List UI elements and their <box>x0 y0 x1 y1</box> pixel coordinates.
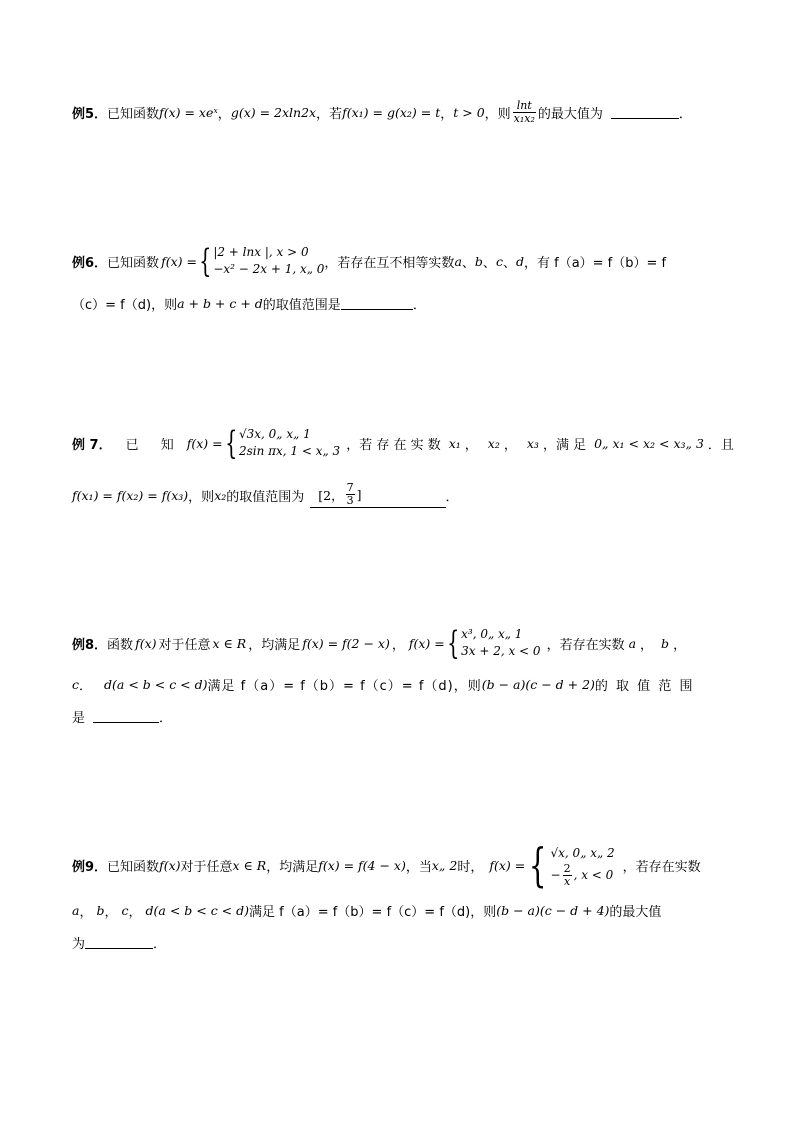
piecewise-function <box>525 838 615 892</box>
math-expression: f(x) = f(2 − x) <box>302 635 390 651</box>
problem-text: 已知函数 <box>107 255 160 271</box>
case-row: √x, 0„ x„ 2 <box>550 845 615 860</box>
case-row: √3x, 0„ x„ 1 <box>238 427 311 441</box>
problem-text: 时， <box>457 859 484 875</box>
problem-text: ，均满足 <box>266 859 319 875</box>
fraction-numerator: 7 <box>346 481 354 494</box>
case-row: |2 + lnx |, x > 0 <box>213 245 309 259</box>
period: ． <box>445 489 459 505</box>
problem-text: 的 取 值 范 围 <box>594 679 695 694</box>
math-expression: d(a < b < c < d) <box>104 677 208 692</box>
left-brace: { <box>529 838 547 892</box>
problem-text: ， <box>217 107 231 122</box>
problem-text: ，满 足 <box>542 437 587 453</box>
math-expression: x ∈ R <box>232 857 267 873</box>
math-expression: f(x₁) = f(x₂) = f(x₃) <box>72 487 189 503</box>
fraction-numerator: 2 <box>563 861 571 875</box>
problem-label: 例9． <box>72 859 108 875</box>
case-row: 2sin πx, 1 < x„ 3 <box>238 444 341 458</box>
problem-text: 已 知 <box>125 437 183 453</box>
problem-text: ，若 <box>316 107 343 122</box>
period: ． <box>153 937 167 952</box>
period: ． <box>412 298 426 313</box>
fraction <box>563 863 572 888</box>
problem-text: ， <box>104 905 118 920</box>
problem-text: 函数 <box>107 637 134 653</box>
problem-text: 的取值范围是 <box>262 298 341 313</box>
problem-label: 例5． <box>72 107 108 122</box>
math-expression: g(x) = 2xln2x <box>230 105 317 120</box>
math-expression: b <box>96 903 105 918</box>
problem-text: ， <box>79 905 93 920</box>
piecewise-function <box>197 244 324 278</box>
problem-text: 、 <box>482 255 496 271</box>
problem-text: ，有 f（a）= f（b）= f <box>523 255 667 271</box>
problem-text: 、 <box>502 255 516 271</box>
math-expression: x„ 2 <box>431 857 458 873</box>
case-condition: , x < 0 <box>573 868 614 882</box>
math-expression: (b − a)(c − d + 2) <box>481 677 595 692</box>
answer-blank[interactable] <box>341 297 413 310</box>
problem-text: ，若存在实数 <box>622 859 701 875</box>
problem-text: 是 <box>72 711 86 726</box>
math-expression: a <box>72 903 80 918</box>
math-expression: d <box>515 253 524 269</box>
problem-text: ， <box>640 637 654 653</box>
math-expression: t > 0 <box>453 105 485 120</box>
math-expression: c <box>121 903 129 918</box>
case-row: −x² − 2x + 1, x„ 0 <box>213 262 325 276</box>
problem-text: ， <box>503 437 517 453</box>
fraction-numerator: lnt <box>516 99 532 112</box>
problem-text: ，当 <box>405 859 432 875</box>
piecewise-function <box>445 626 541 660</box>
math-expression: x₂ <box>214 487 227 503</box>
math-expression: b <box>661 635 670 651</box>
answer-field[interactable] <box>310 482 445 508</box>
problem-text: ．且 <box>707 437 734 453</box>
math-expression: f(x) = f(4 − x) <box>318 857 406 873</box>
problem-text: ， <box>128 905 142 920</box>
math-expression: c <box>72 677 80 692</box>
problem-text: 为 <box>72 937 86 952</box>
answer-text: ] <box>356 487 362 502</box>
answer-blank[interactable] <box>611 106 679 119</box>
fraction-denominator: x <box>563 874 571 888</box>
math-expression: f(x) = <box>186 435 223 451</box>
math-expression: a <box>628 635 637 651</box>
left-brace: { <box>199 242 212 280</box>
problem-text: ，则 <box>484 107 511 122</box>
fraction-denominator: x₁x₂ <box>513 112 535 125</box>
answer-blank[interactable] <box>93 710 159 723</box>
math-expression: f(x) <box>159 857 181 873</box>
case-row: x³, 0„ x„ 1 <box>461 627 523 641</box>
math-expression: f(x) = <box>408 635 445 651</box>
math-expression: (b − a)(c − d + 4) <box>496 903 610 918</box>
fraction <box>513 100 536 125</box>
math-expression: x₁ <box>448 435 461 451</box>
math-expression: a + b + c + d <box>177 296 263 311</box>
math-expression: c <box>495 253 503 269</box>
math-expression: 0„ x₁ < x₂ < x₃„ 3 <box>594 435 704 451</box>
answer-blank[interactable] <box>85 936 153 949</box>
problem-label: 例6． <box>72 255 108 271</box>
fraction-denominator: 3 <box>346 494 354 507</box>
period: ． <box>159 711 173 726</box>
math-expression: x₂ <box>487 435 500 451</box>
problem-text: 满足 f（a）= f（b）= f（c）= f（d)，则 <box>249 905 497 920</box>
math-expression: f(x) <box>135 635 157 651</box>
problem-text: 的最大值 <box>609 905 662 920</box>
problem-text: ，若存在互不相等实数 <box>324 255 455 271</box>
math-expression: a <box>454 253 462 269</box>
problem-text: ，则 <box>188 489 215 505</box>
problem-text: 已知函数 <box>107 107 160 122</box>
piecewise-function <box>223 426 341 460</box>
problem-text: ， <box>391 637 405 653</box>
problem-text: （c）= f（d)，则 <box>72 298 178 313</box>
problem-text: 的最大值为 <box>537 107 603 122</box>
math-expression: f(x) = xeˣ <box>159 105 218 120</box>
fraction <box>346 482 355 507</box>
problem-label: 例8． <box>72 637 108 653</box>
problem-text: 对于任意 <box>158 637 211 653</box>
math-expression: x₃ <box>526 435 539 451</box>
period: ． <box>678 107 692 122</box>
problem-text: ， <box>464 437 478 453</box>
problem-text: ， <box>673 637 687 653</box>
math-expression: x ∈ R <box>212 635 247 651</box>
problem-text: ， <box>440 107 454 122</box>
case-row: − $\frac{2}{x}$ , x < 0 <box>550 861 614 888</box>
problem-text: 、 <box>461 255 475 271</box>
problem-text: 满足 f（a）= f（b）= f（c）= f（d)，则 <box>207 679 482 694</box>
case-row: 3x + 2, x < 0 <box>461 644 541 658</box>
problem-text: 对于任意 <box>180 859 233 875</box>
problem-text: 的取值范围为 <box>226 489 305 505</box>
problem-text: ，均满足 <box>248 637 301 653</box>
left-brace: { <box>446 624 460 662</box>
problem-text: ，若 存 在 实 数 <box>346 437 441 453</box>
math-expression: f(x) = <box>161 253 197 269</box>
math-expression: d(a < b < c < d) <box>145 903 250 918</box>
math-expression: f(x₁) = g(x₂) = t <box>342 105 441 120</box>
math-expression: b <box>474 253 483 269</box>
problem-text: 已知函数 <box>107 859 160 875</box>
problem-label: 例 7． <box>72 437 112 453</box>
math-expression: f(x) = <box>489 857 526 873</box>
problem-text: ，若存在实数 <box>546 637 625 653</box>
problem-text: ． <box>79 679 93 694</box>
left-brace: { <box>224 424 237 462</box>
answer-text: [2， <box>318 487 344 503</box>
